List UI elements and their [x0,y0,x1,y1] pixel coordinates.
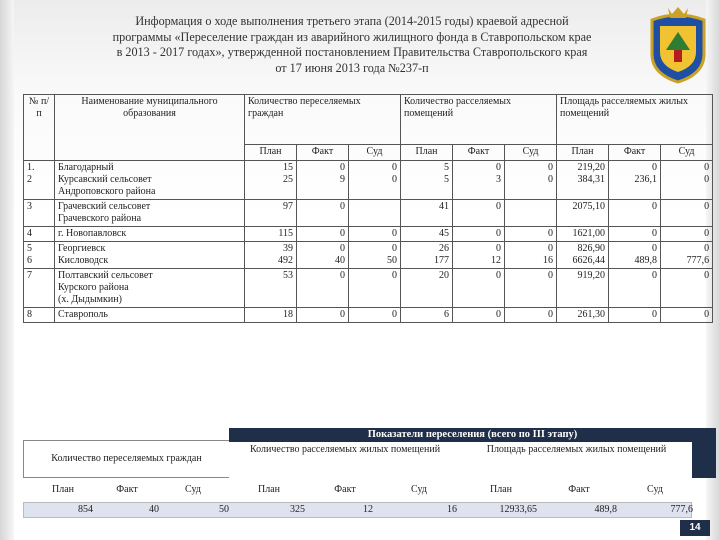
cell-area-fact [609,200,661,227]
cell-people-plan-line: 97 [283,201,293,212]
cell-people-court-line: 0 [392,162,397,173]
cell-rooms-court [505,200,557,227]
cell-rooms-court [505,269,557,308]
summary-val-people-fact: 40 [149,504,159,515]
col-rooms-plan: План [401,145,453,161]
cell-area-plan-line: 384,31 [577,174,606,185]
cell-area-plan [557,308,609,323]
slide-left-edge [0,0,14,540]
summary-val-people-court: 50 [219,504,229,515]
cell-people-fact-line: 9 [340,174,345,185]
cell-area-fact [609,269,661,308]
cell-num-line: 6 [27,255,32,266]
cell-area-court-line: 0 [704,270,710,281]
cell-name-line: Георгиевск [58,243,106,254]
cell-rooms-plan-line: 177 [434,255,449,266]
cell-rooms-plan-line: 6 [444,309,449,320]
cell-area-fact-line: 0 [652,309,658,320]
cell-people-fact-line: 0 [340,270,345,281]
cell-name [55,308,245,323]
summary-sub-rooms-court: Суд [411,484,427,495]
cell-rooms-plan-line: 45 [439,228,449,239]
summary-sub-rooms-plan: План [257,484,280,495]
col-area-plan: План [557,145,609,161]
cell-area-court-line: 0 [704,162,710,173]
page-number: 14 [680,520,710,536]
table-row [24,269,713,308]
cell-people-fact [297,242,349,269]
cell-area-court-line: 0 [704,243,710,254]
summary-val-rooms-plan: 325 [290,504,305,515]
col-people-court: Суд [349,145,401,161]
cell-people-plan-line: 18 [283,309,293,320]
cell-rooms-court-line: 0 [548,174,554,185]
cell-name-line: Курского района [58,282,129,293]
cell-name [55,200,245,227]
cell-people-plan [245,269,297,308]
cell-area-court [661,308,713,323]
cell-rooms-court-line: 0 [548,309,554,320]
cell-rooms-fact-line: 3 [496,174,501,185]
table-row [24,227,713,242]
cell-people-court-line: 50 [387,255,397,266]
col-group-area: Площадь расселяемых жилых помещений [557,95,713,145]
cell-rooms-plan-line: 26 [439,243,449,254]
cell-name-line: Андроповского района [58,186,156,197]
table-row [24,308,713,323]
table-row [24,242,713,269]
cell-rooms-court [505,242,557,269]
cell-name [55,161,245,200]
cell-rooms-plan [401,242,453,269]
cell-num-line: 2 [27,174,32,185]
cell-name-line: (х. Дыдымкин) [58,294,122,305]
resettlement-table [23,94,713,323]
cell-name-line: Ставрополь [58,309,108,320]
cell-people-plan-line: 25 [283,174,293,185]
cell-area-plan [557,200,609,227]
slide-title: Информация о ходе выполнения третьего этапа (2014-2015 годы) краевой адресной программы «Переселение граждан из аварийного жилищного фонда в Ставропольском крае в 2013 - 2017 годах», утвержденной постановлением Правительства Ставропольского края от 17 июня 2013 года №237-п [112,14,592,75]
summary-sub-area-plan: План [489,484,512,495]
cell-rooms-fact [453,242,505,269]
cell-area-court [661,269,713,308]
cell-rooms-fact [453,200,505,227]
cell-rooms-court [505,308,557,323]
cell-num-line: 4 [27,228,32,239]
cell-num-line: 7 [27,270,32,281]
cell-people-court [349,161,401,200]
table-row [24,161,713,200]
cell-rooms-court-line: 0 [548,270,554,281]
table-header-row [24,95,713,145]
cell-area-court-line: 777,6 [686,255,710,266]
cell-area-plan [557,269,609,308]
col-people-fact: Факт [297,145,349,161]
summary-area-label: Площадь расселяемых жилых помещений [461,442,692,478]
cell-area-court-line: 0 [704,228,710,239]
cell-rooms-plan-line: 5 [444,174,449,185]
cell-name [55,269,245,308]
table-row [24,200,713,227]
cell-rooms-fact-line: 12 [491,255,501,266]
cell-rooms-plan-line: 20 [439,270,449,281]
cell-people-court [349,308,401,323]
cell-area-plan-line: 1621,00 [572,228,606,239]
cell-rooms-court [505,161,557,200]
cell-rooms-fact [453,308,505,323]
summary-sub-area-court: Суд [647,484,663,495]
cell-num [24,200,55,227]
cell-name-line: Курсавский сельсовет [58,174,152,185]
cell-people-plan-line: 39 [283,243,293,254]
cell-rooms-fact [453,269,505,308]
cell-area-fact [609,242,661,269]
cell-people-court [349,242,401,269]
cell-area-fact-line: 489,8 [634,255,658,266]
col-group-rooms: Количество расселяемых помещений [401,95,557,145]
cell-people-fact-line: 0 [340,162,345,173]
cell-people-court-line: 0 [392,270,397,281]
cell-rooms-fact [453,161,505,200]
cell-area-fact-line: 0 [652,162,658,173]
cell-people-fact [297,227,349,242]
cell-name-line: Полтавский сельсовет [58,270,153,281]
cell-people-fact [297,308,349,323]
cell-area-plan [557,242,609,269]
cell-area-plan-line: 6626,44 [572,255,606,266]
cell-rooms-court-line: 16 [543,255,554,266]
cell-rooms-court [505,227,557,242]
cell-people-plan [245,200,297,227]
cell-area-fact-line: 0 [652,270,658,281]
cell-area-plan [557,227,609,242]
cell-area-court-line: 0 [704,309,710,320]
cell-rooms-fact-line: 0 [496,270,501,281]
col-header-num: № п/п [24,95,55,161]
cell-area-plan-line: 219,20 [577,162,606,173]
cell-area-court [661,161,713,200]
coat-of-arms-icon [646,6,710,84]
cell-rooms-fact-line: 0 [496,228,501,239]
cell-people-fact-line: 0 [340,309,345,320]
cell-rooms-plan [401,200,453,227]
cell-rooms-plan [401,161,453,200]
cell-people-court-line: 0 [392,309,397,320]
cell-num [24,269,55,308]
cell-rooms-plan [401,269,453,308]
summary-rooms-label: Количество расселяемых жилых помещений [229,442,461,478]
cell-name-line: Грачевского района [58,213,142,224]
cell-rooms-court-line: 0 [548,162,554,173]
cell-people-plan [245,227,297,242]
summary-val-area-plan: 12933,65 [499,504,537,515]
summary-val-area-fact: 489,8 [594,504,617,515]
cell-num [24,161,55,200]
col-rooms-fact: Факт [453,145,505,161]
cell-people-fact-line: 0 [340,243,345,254]
cell-area-fact [609,161,661,200]
cell-area-court [661,242,713,269]
cell-area-fact [609,308,661,323]
col-area-fact: Факт [609,145,661,161]
cell-area-fact [609,227,661,242]
summary-val-rooms-fact: 12 [363,504,373,515]
cell-area-plan-line: 261,30 [577,309,606,320]
cell-people-plan [245,242,297,269]
cell-name-line: Грачевский сельсовет [58,201,151,212]
cell-people-court-line: 0 [392,174,397,185]
cell-area-plan-line: 919,20 [577,270,606,281]
cell-rooms-fact [453,227,505,242]
cell-rooms-plan [401,308,453,323]
cell-people-court [349,269,401,308]
cell-num [24,242,55,269]
cell-area-court [661,227,713,242]
cell-rooms-fact-line: 0 [496,201,501,212]
cell-area-court [661,200,713,227]
col-header-name: Наименование муниципального образования [55,95,245,161]
cell-rooms-court-line: 0 [548,228,554,239]
cell-people-fact-line: 40 [335,255,345,266]
summary-title: Показатели переселения (всего по III этапу) [367,429,578,440]
cell-people-fact-line: 0 [340,228,345,239]
cell-rooms-plan [401,227,453,242]
cell-people-fact [297,269,349,308]
cell-name-line: Кисловодск [58,255,109,266]
cell-num-line: 5 [27,243,32,254]
summary-people-label: Количество переселяемых граждан [23,440,229,478]
cell-people-court [349,200,401,227]
cell-area-court-line: 0 [704,201,710,212]
cell-people-plan-line: 115 [278,228,293,239]
cell-people-plan-line: 492 [278,255,293,266]
cell-area-plan-line: 826,90 [577,243,606,254]
cell-rooms-fact-line: 0 [496,162,501,173]
cell-rooms-fact-line: 0 [496,309,501,320]
cell-rooms-plan-line: 5 [444,162,449,173]
col-group-people: Количество переселяемых граждан [245,95,401,145]
cell-rooms-court-line [508,201,553,213]
cell-people-plan-line: 15 [283,162,293,173]
cell-rooms-plan-line: 41 [439,201,449,212]
cell-num-line: 3 [27,201,32,212]
cell-rooms-court-line: 0 [548,243,554,254]
summary-sub-people-court: Суд [185,484,201,495]
cell-people-fact [297,161,349,200]
cell-area-plan-line: 2075,10 [572,201,606,212]
cell-name-line: г. Новопавловск [58,228,127,239]
cell-name [55,242,245,269]
cell-num-line: 1. [27,162,35,173]
cell-people-plan [245,308,297,323]
col-area-court: Суд [661,145,713,161]
cell-num [24,308,55,323]
cell-area-plan [557,161,609,200]
summary-sub-people-fact: Факт [116,484,138,495]
cell-people-court-line: 0 [392,243,397,254]
cell-area-fact-line: 0 [652,201,658,212]
col-rooms-court: Суд [505,145,557,161]
summary-val-rooms-court: 16 [447,504,457,515]
cell-name [55,227,245,242]
cell-num [24,227,55,242]
col-people-plan: План [245,145,297,161]
summary-sub-people-plan: План [51,484,74,495]
cell-people-fact-line: 0 [340,201,345,212]
cell-area-fact-line: 0 [652,243,658,254]
cell-people-court [349,227,401,242]
cell-people-plan [245,161,297,200]
summary-sub-rooms-fact: Факт [334,484,356,495]
summary-val-people-plan: 854 [78,504,93,515]
summary-sub-area-fact: Факт [568,484,590,495]
cell-area-fact-line: 0 [652,228,658,239]
cell-num-line: 8 [27,309,32,320]
cell-area-fact-line: 236,1 [634,174,658,185]
cell-people-court-line: 0 [392,228,397,239]
cell-area-court-line: 0 [704,174,710,185]
cell-people-fact [297,200,349,227]
cell-people-court-line [352,201,397,213]
cell-name-line: Благодарный [58,162,114,173]
table-body [24,161,713,323]
summary-val-area-court: 777,6 [670,504,693,515]
cell-rooms-fact-line: 0 [496,243,501,254]
cell-people-plan-line: 53 [283,270,293,281]
